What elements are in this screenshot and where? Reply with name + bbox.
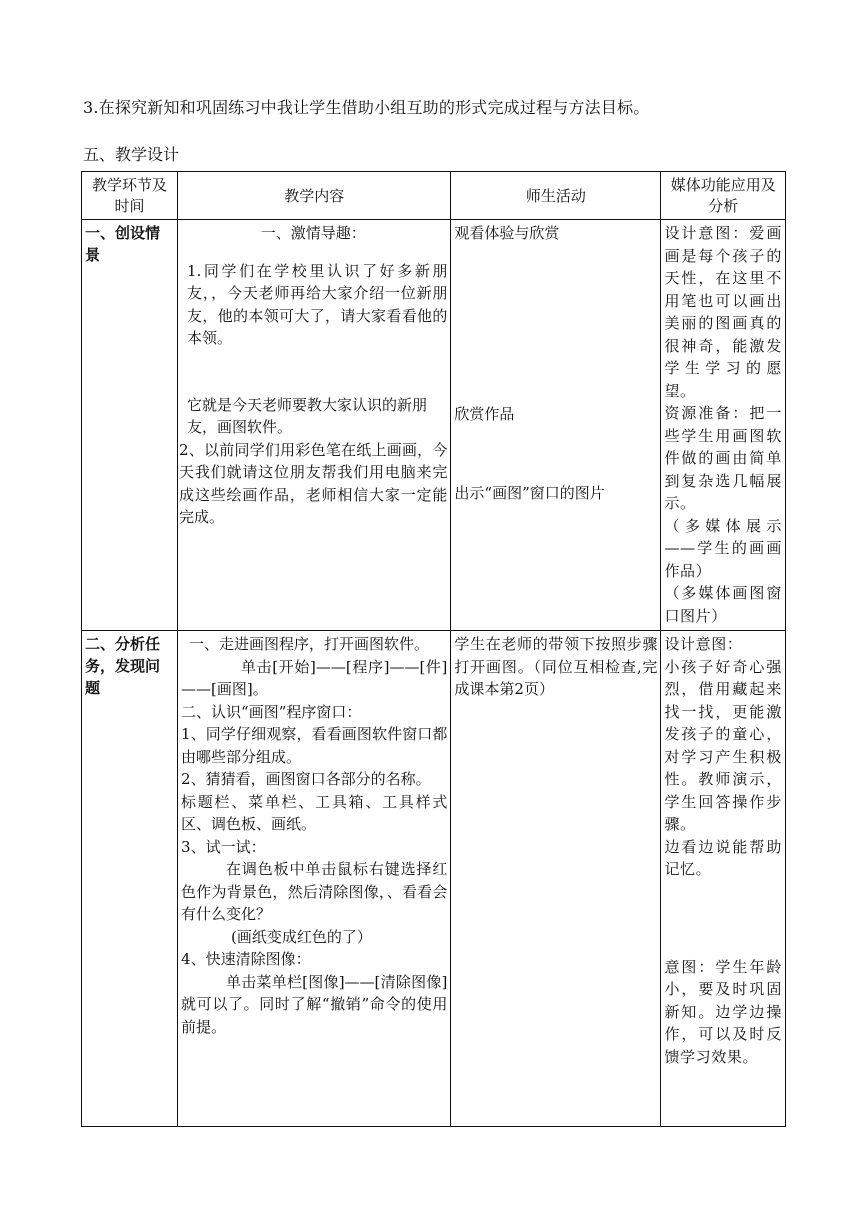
section-title: 五、教学设计 bbox=[83, 145, 180, 164]
row2-media-line: 边看边说能帮助记忆。 bbox=[664, 837, 782, 878]
row1-content-line: 它就是今天老师要教大家认识的新朋友，画图软件。 bbox=[187, 395, 428, 436]
row1-media-line: 设计意图：爱画画是每个孩子的天性，在这里不用笔也可以画出美丽的图画真的很神奇，能激发学生学习的愿望。 bbox=[664, 224, 782, 400]
row2-content bbox=[178, 631, 451, 1127]
row2-content-line: 单击[开始]——[程序]——[件]——[画图]。 bbox=[181, 657, 448, 698]
row2-media-line: 小孩子好奇心强烈，借用藏起来找一找，更能激发孩子的童心，对学习产生积极性。教师演示，学生回答操作步骤。 bbox=[664, 657, 782, 833]
intro-line: 3.在探究新知和巩固练习中我让学生借助小组互助的形式完成过程与方法目标。 bbox=[83, 98, 650, 117]
row1-media-line: 资源准备：把一些学生用画图软件做的画由简单到复杂选几幅展示。 bbox=[664, 404, 782, 512]
row1-media-line: （多媒体展示——学生的画画作品） bbox=[664, 516, 782, 580]
row2-content-line: 在调色板中单击鼠标右键选择红色作为背景色，然后清除图像，、看看会有什么变化？ bbox=[181, 860, 448, 923]
header-activity: 师生活动 bbox=[451, 172, 661, 220]
row2-content-line: 2、猜猜看，画图窗口各部分的名称。 bbox=[181, 770, 431, 788]
row1-activity-line: 观看体验与欣赏 bbox=[454, 224, 560, 242]
row2-content-line: (画纸变成红色的了） bbox=[231, 927, 372, 946]
row1-activity-line: 欣赏作品 bbox=[454, 404, 515, 423]
row1-content-line: 2、以前同学们用彩色笔在纸上画画，今天我们就请这位朋友帮我们用电脑来完成这些绘画作品，老师相信大家一定能完成。 bbox=[179, 440, 448, 526]
row1-stage: 一、创设情景 bbox=[82, 220, 178, 631]
row2-content-line: 一、走进画图程序，打开画图软件。 bbox=[189, 635, 430, 653]
row2-media bbox=[661, 631, 786, 1127]
row2-content-line: 二、认识“画图”程序窗口： bbox=[181, 702, 362, 721]
row2-content-line: 标题栏、菜单栏、工具箱、工具样式区、调色板、画纸。 bbox=[181, 792, 448, 833]
row1-content bbox=[178, 220, 451, 631]
table-header-row bbox=[82, 172, 786, 220]
table-row bbox=[82, 220, 786, 631]
row2-media-line: 意图：学生年龄小，要及时巩固新知。边学边操作，可以及时反馈学习效果。 bbox=[664, 957, 782, 1066]
row2-content-line: 单击菜单栏[图像]——[清除图像]就可以了。同时了解“撤销”命令的使用前提。 bbox=[181, 972, 448, 1036]
row2-stage: 二、分析任务，发现问题 bbox=[82, 631, 178, 1127]
row1-media-line: （多媒体画图窗口图片） bbox=[664, 584, 782, 625]
header-content: 教学内容 bbox=[178, 172, 451, 220]
row1-activity bbox=[451, 220, 661, 631]
header-stage: 教学环节及时间 bbox=[82, 172, 178, 220]
row2-media-line: 设计意图： bbox=[664, 635, 743, 653]
table-row bbox=[82, 631, 786, 1127]
header-media: 媒体功能应用及分析 bbox=[661, 172, 786, 220]
row1-content-line: 1.同学们在学校里认识了好多新朋友，，今天老师再给大家介绍一位新朋友，他的本领可大了，请大家看看他的本领。 bbox=[187, 261, 448, 347]
row2-content-line: 3、试一试： bbox=[181, 837, 266, 856]
row2-content-line: 1、同学仔细观察，看看画图软件窗口都由哪些部分组成。 bbox=[181, 725, 448, 766]
row2-activity-line: 学生在老师的带领下按照步骤打开画图。（同位互相检查,完成课本第2页） bbox=[454, 635, 658, 698]
row1-media bbox=[661, 220, 786, 631]
row1-activity-line: 出示“画图”窗口的图片 bbox=[454, 484, 605, 502]
row2-content-line: 4、快速清除图像： bbox=[181, 950, 311, 968]
row1-content-line: 一、激情导趣： bbox=[260, 224, 366, 242]
row2-activity bbox=[451, 631, 661, 1127]
teaching-design-table bbox=[81, 171, 786, 1127]
